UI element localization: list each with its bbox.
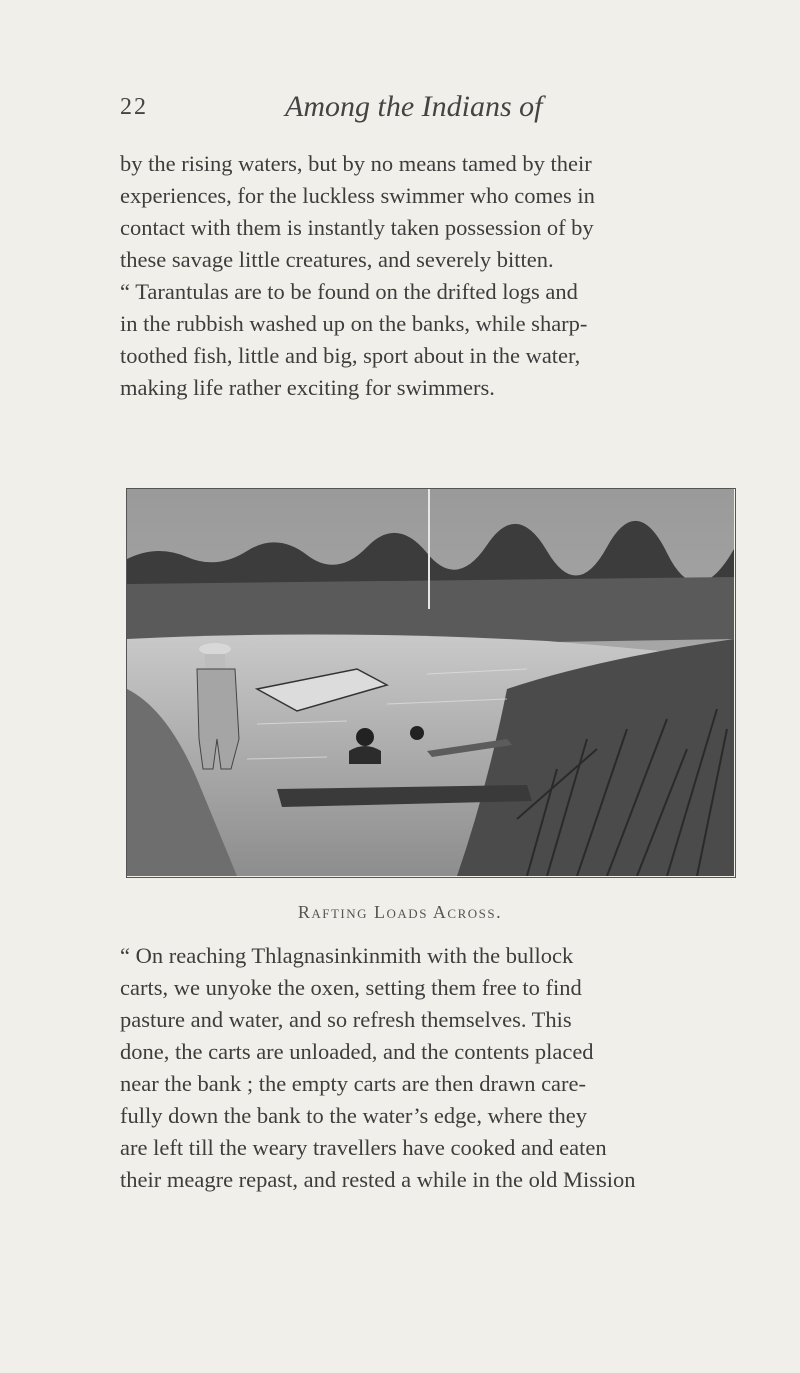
page-number: 22 xyxy=(120,94,148,120)
running-title: Among the Indians of xyxy=(285,90,543,123)
paragraph-1 xyxy=(120,148,760,404)
text-line: experiences, for the luckless swimmer who comes in xyxy=(120,183,595,208)
photograph xyxy=(126,488,736,878)
river-scene-illustration xyxy=(127,489,734,876)
paragraph-2 xyxy=(120,940,760,1196)
text-line: contact with them is instantly taken possession of by xyxy=(120,215,594,240)
text-line: pasture and water, and so refresh themselves. This xyxy=(120,1007,572,1032)
page-header xyxy=(120,90,690,130)
text-line: “ Tarantulas are to be found on the drifted logs and xyxy=(120,279,578,304)
text-line: done, the carts are unloaded, and the contents placed xyxy=(120,1039,594,1064)
text-line: fully down the bank to the water’s edge, where they xyxy=(120,1103,587,1128)
text-line: these savage little creatures, and severely bitten. xyxy=(120,247,554,272)
text-line: are left till the weary travellers have cooked and eaten xyxy=(120,1135,607,1160)
text-line: in the rubbish washed up on the banks, while sharp- xyxy=(120,311,588,336)
text-line: by the rising waters, but by no means tamed by their xyxy=(120,151,592,176)
text-line: near the bank ; the empty carts are then drawn care- xyxy=(120,1071,587,1096)
text-line: “ On reaching Thlagnasinkinmith with the bullock xyxy=(120,943,574,968)
text-line: toothed fish, little and big, sport about in the water, xyxy=(120,343,581,368)
text-line: making life rather exciting for swimmers. xyxy=(120,375,495,400)
text-line: their meagre repast, and rested a while in the old Mission xyxy=(120,1167,636,1192)
figure-caption: Rafting Loads Across. xyxy=(297,902,503,922)
text-line: carts, we unyoke the oxen, setting them free to find xyxy=(120,975,582,1000)
